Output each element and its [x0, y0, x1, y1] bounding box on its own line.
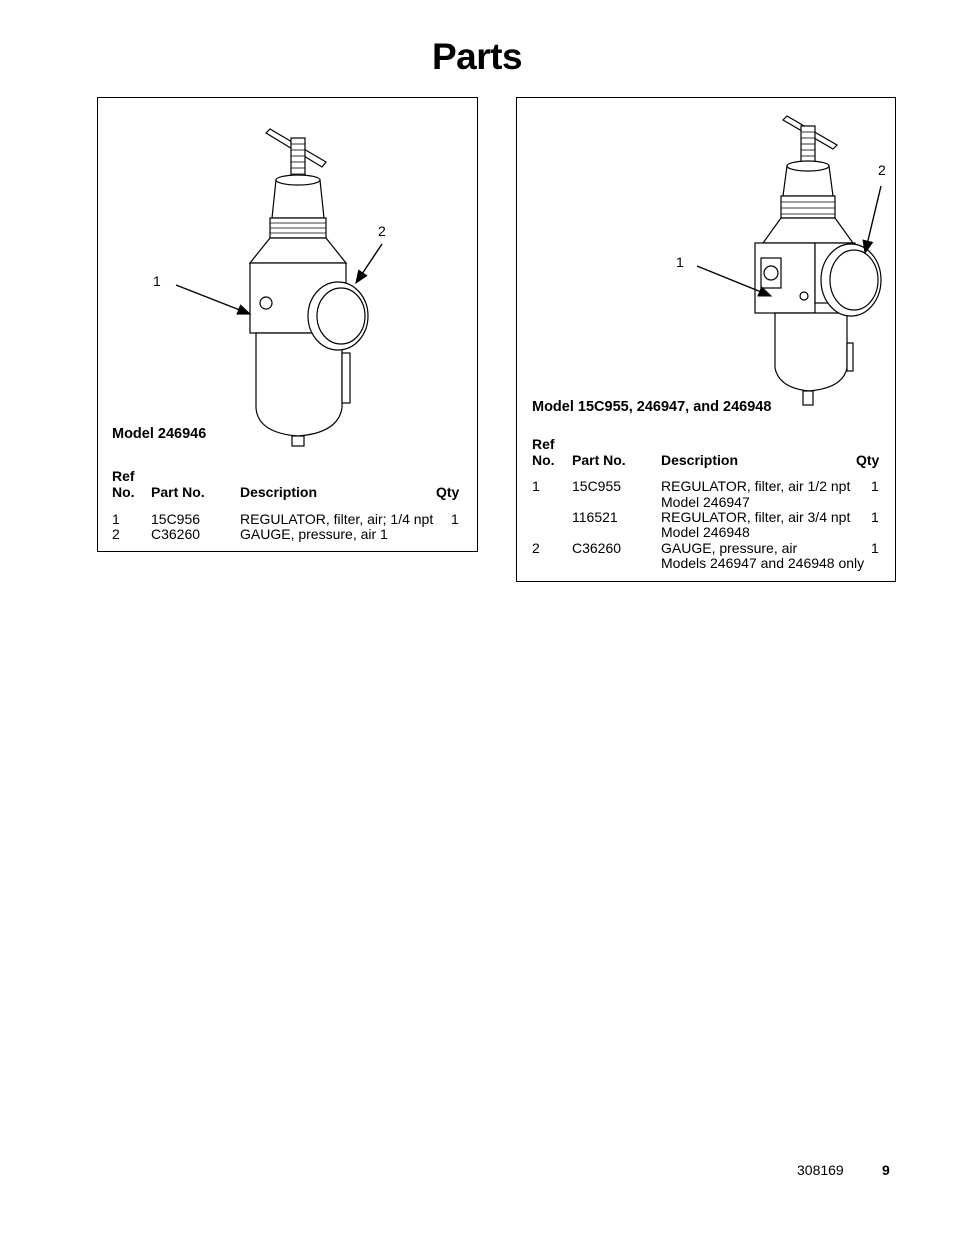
- header-no: No.: [112, 484, 135, 500]
- header-qty: Qty: [856, 452, 880, 468]
- row-3-description: GAUGE, pressure, air: [661, 540, 798, 556]
- row-3-ref: 2: [532, 540, 540, 556]
- header-description: Description: [661, 452, 739, 468]
- row-2-description-model: Model 246948: [661, 524, 750, 540]
- header-qty: Qty: [436, 484, 460, 500]
- row-3-part-no: C36260: [572, 540, 622, 556]
- parts-table: [98, 98, 479, 553]
- row-1-part-no: 15C956: [151, 511, 201, 527]
- callout-2: 2: [378, 223, 386, 239]
- page-number: 9: [882, 1162, 890, 1178]
- row-1-ref: 1: [112, 511, 120, 527]
- header-no: No.: [532, 452, 555, 468]
- parts-table: [517, 98, 897, 583]
- row-1-ref: 1: [532, 478, 540, 494]
- model-title: Model 15C955, 246947, and 246948: [532, 399, 772, 415]
- row-1-description-model: Model 246947: [661, 494, 750, 510]
- row-3-qty: 1: [871, 540, 879, 556]
- row-2-part-no: C36260: [151, 526, 201, 542]
- header-description: Description: [240, 484, 318, 500]
- row-2-ref: 2: [112, 526, 120, 542]
- row-1-qty: 1: [451, 511, 459, 527]
- row-2-description: GAUGE, pressure, air 1: [240, 526, 388, 542]
- header-ref: Ref: [112, 468, 135, 484]
- row-2-qty: 1: [871, 509, 879, 525]
- row-1-description: REGULATOR, filter, air 1/2 npt: [661, 478, 851, 494]
- row-1-qty: 1: [871, 478, 879, 494]
- row-1-description: REGULATOR, filter, air; 1/4 npt: [240, 511, 434, 527]
- header-ref: Ref: [532, 436, 555, 452]
- row-2-description: REGULATOR, filter, air 3/4 npt: [661, 509, 851, 525]
- callout-1: 1: [153, 273, 161, 289]
- row-2-part-no: 116521: [572, 509, 618, 525]
- header-part-no: Part No.: [151, 484, 205, 500]
- callout-2: 2: [878, 162, 886, 178]
- document-number: 308169: [797, 1162, 844, 1178]
- parts-panel-model-246946: [97, 97, 478, 552]
- callout-1: 1: [676, 254, 684, 270]
- row-1-part-no: 15C955: [572, 478, 622, 494]
- parts-panel-model-15c955: [516, 97, 896, 582]
- row-3-description-models: Models 246947 and 246948 only: [661, 555, 865, 571]
- header-part-no: Part No.: [572, 452, 626, 468]
- model-title: Model 246946: [112, 426, 207, 442]
- page-title: Parts: [431, 36, 523, 77]
